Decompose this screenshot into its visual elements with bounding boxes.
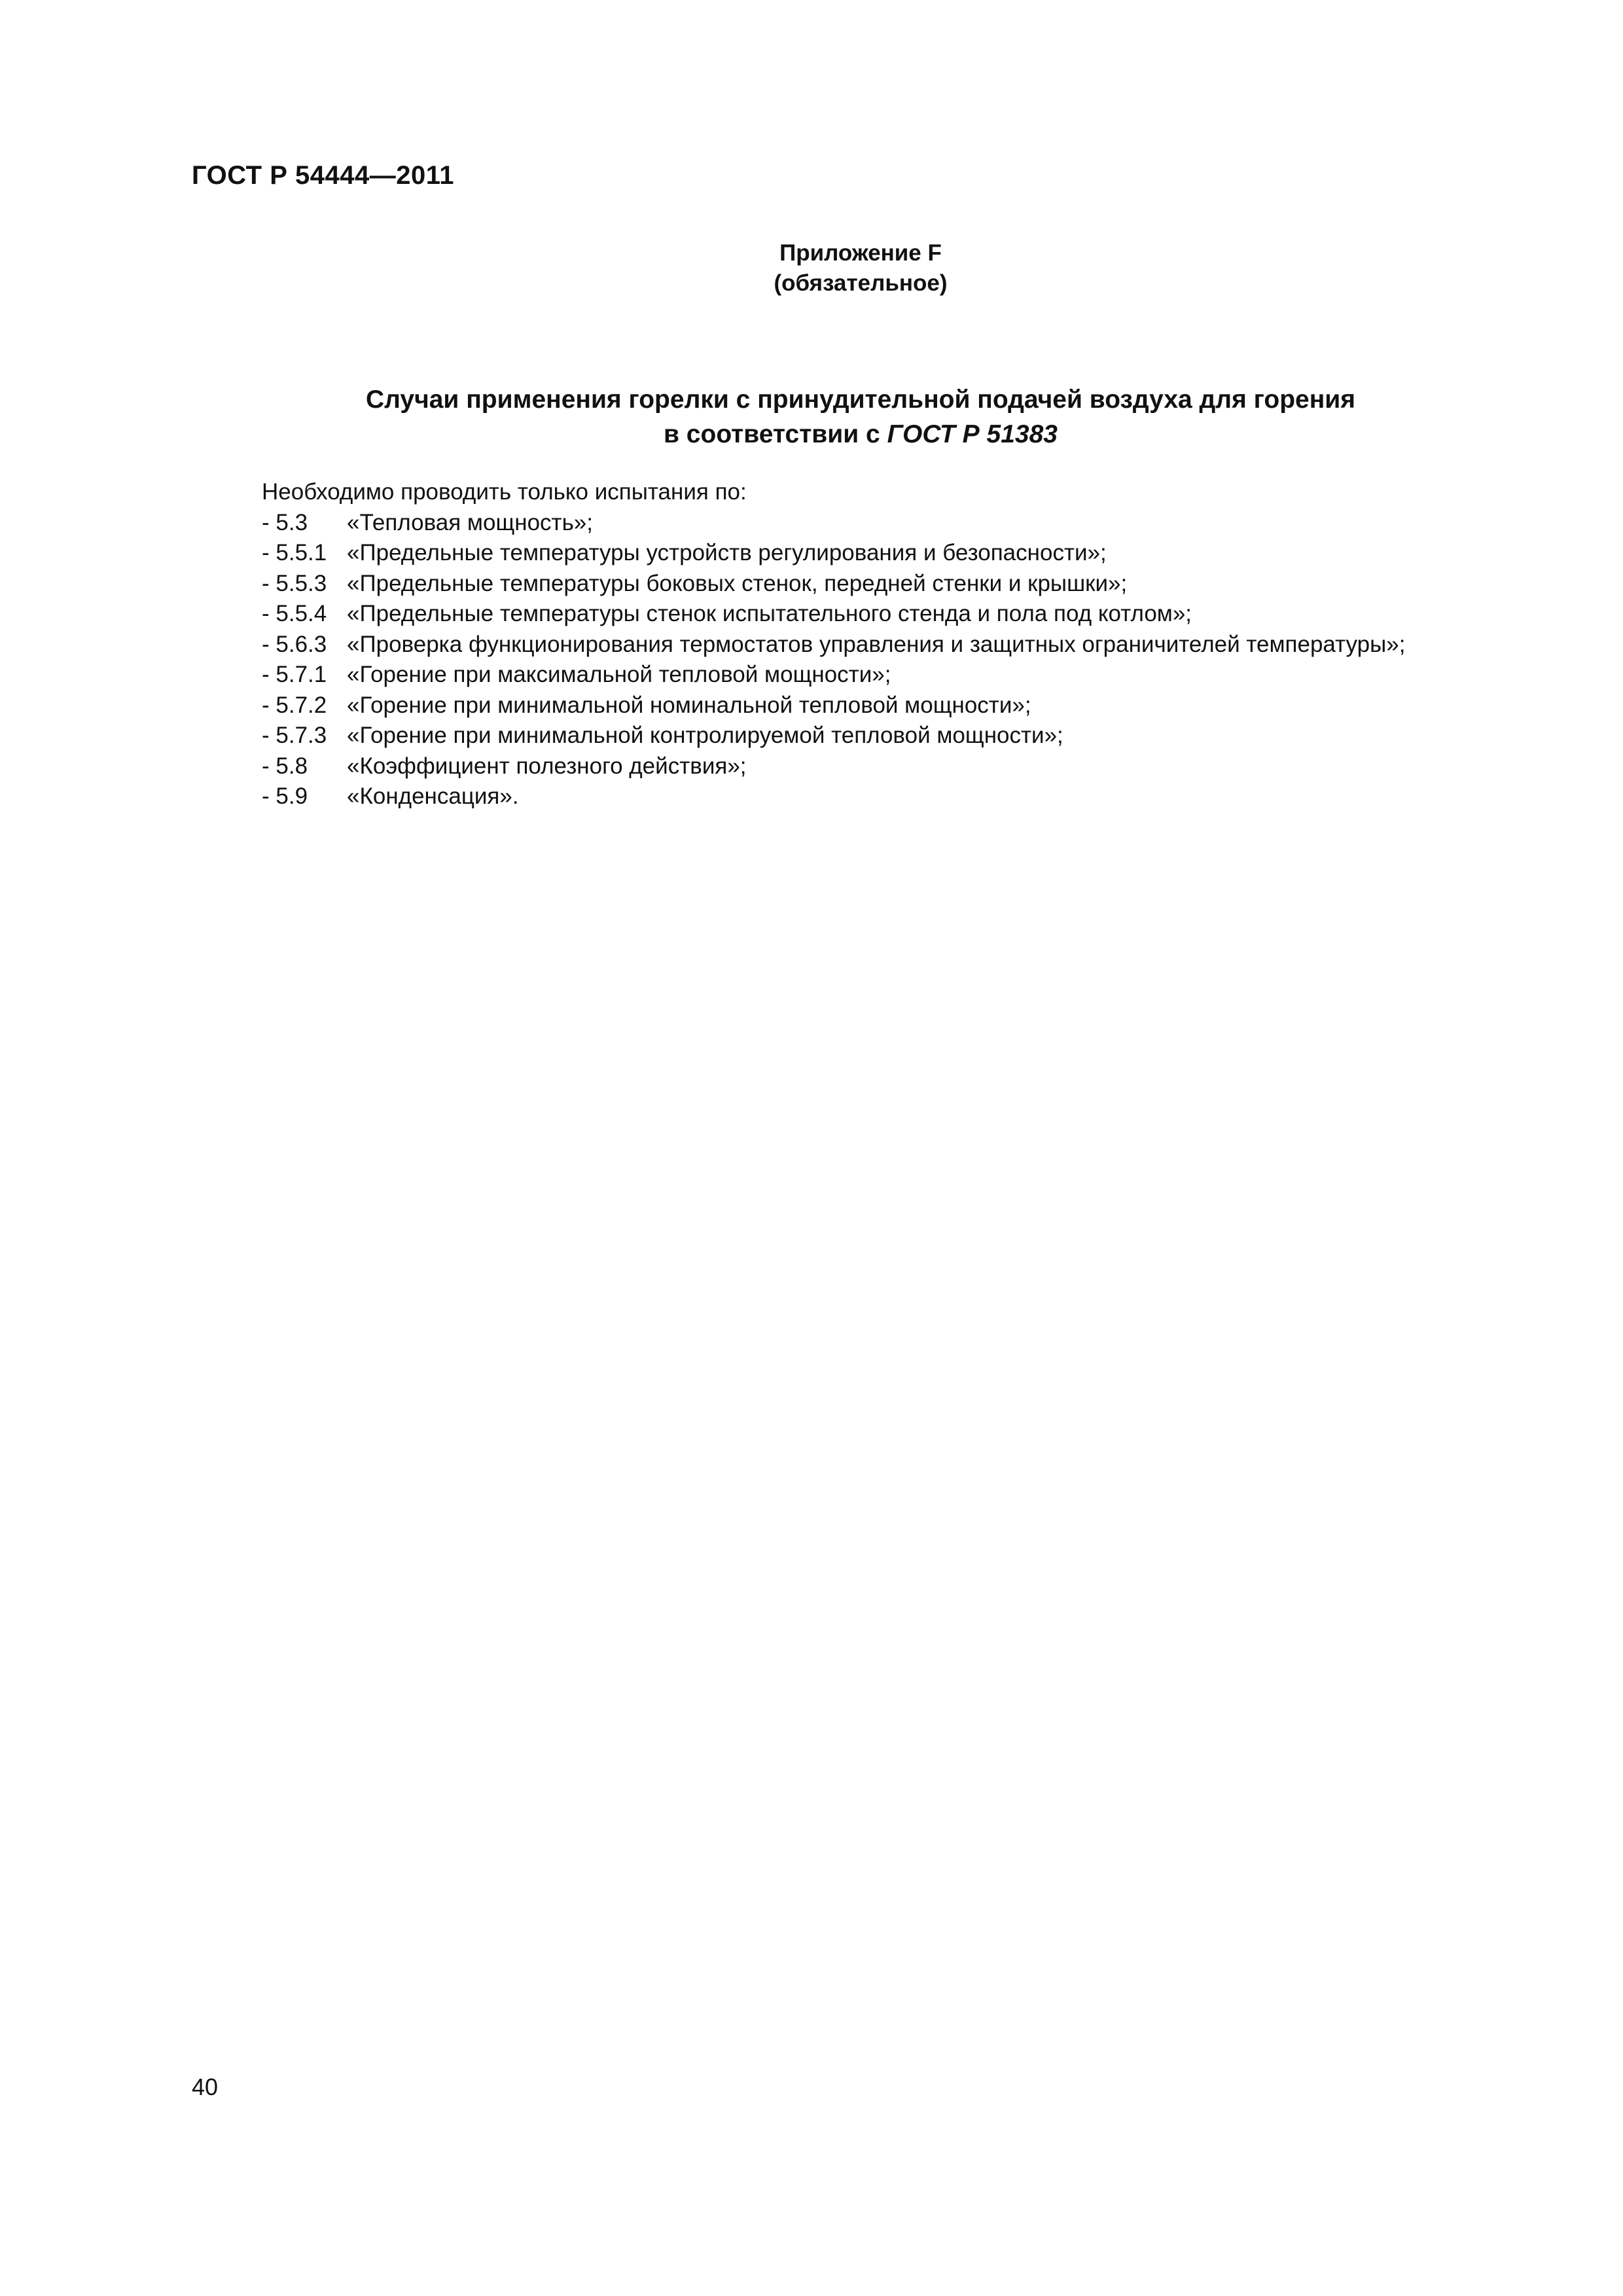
- item-number: - 5.5.1: [262, 540, 327, 565]
- annex-heading: [0, 238, 1623, 298]
- item-text: «Предельные температуры устройств регулирования и безопасности»;: [347, 540, 1107, 565]
- test-list-item: [262, 781, 1405, 812]
- test-list-item: [262, 630, 1405, 660]
- test-list-item: [262, 569, 1405, 600]
- annex-label: Приложение F: [779, 240, 942, 266]
- document-header: ГОСТ Р 54444—2011: [192, 161, 454, 190]
- item-text: «Проверка функционирования термостатов управления и защитных ограничителей температуры»;: [347, 631, 1406, 657]
- test-list-item: [262, 751, 1405, 782]
- test-list-item: [262, 508, 1405, 539]
- item-number: - 5.3: [262, 509, 308, 535]
- test-list-item: [262, 538, 1405, 569]
- item-text: «Горение при минимальной номинальной тепловой мощности»;: [347, 692, 1031, 718]
- item-text: «Конденсация».: [347, 783, 519, 809]
- annex-title-line-2: [0, 417, 1623, 452]
- item-number: - 5.5.4: [262, 601, 327, 626]
- item-number: - 5.7.3: [262, 723, 327, 748]
- item-number: - 5.5.3: [262, 570, 327, 596]
- item-number: - 5.7.1: [262, 662, 327, 687]
- item-number: - 5.8: [262, 753, 308, 779]
- test-list-item: [262, 599, 1405, 630]
- annex-title-line-1: Случаи применения горелки с принудительной подачей воздуха для горения: [365, 386, 1356, 414]
- annex-title: [0, 382, 1623, 452]
- intro-paragraph: Необходимо проводить только испытания по:: [262, 479, 747, 505]
- item-number: - 5.6.3: [262, 631, 327, 657]
- test-list-item: [262, 721, 1405, 751]
- item-text: «Горение при минимальной контролируемой тепловой мощности»;: [347, 723, 1063, 748]
- test-list-item: [262, 660, 1405, 691]
- item-text: «Предельные температуры стенок испытательного стенда и пола под котлом»;: [347, 601, 1192, 626]
- item-text: «Коэффициент полезного действия»;: [347, 753, 747, 779]
- item-text: «Предельные температуры боковых стенок, передней стенки и крышки»;: [347, 570, 1128, 596]
- item-text: «Тепловая мощность»;: [347, 509, 593, 535]
- page-number: 40: [192, 2073, 219, 2100]
- body-text: [262, 477, 1405, 812]
- standard-reference: ГОСТ Р 51383: [887, 420, 1058, 448]
- annex-status: (обязательное): [774, 270, 948, 296]
- test-list-item: [262, 691, 1405, 721]
- item-text: «Горение при максимальной тепловой мощности»;: [347, 662, 891, 687]
- item-number: - 5.9: [262, 783, 308, 809]
- item-number: - 5.7.2: [262, 692, 327, 718]
- annex-title-prefix: в соответствии с: [664, 420, 887, 448]
